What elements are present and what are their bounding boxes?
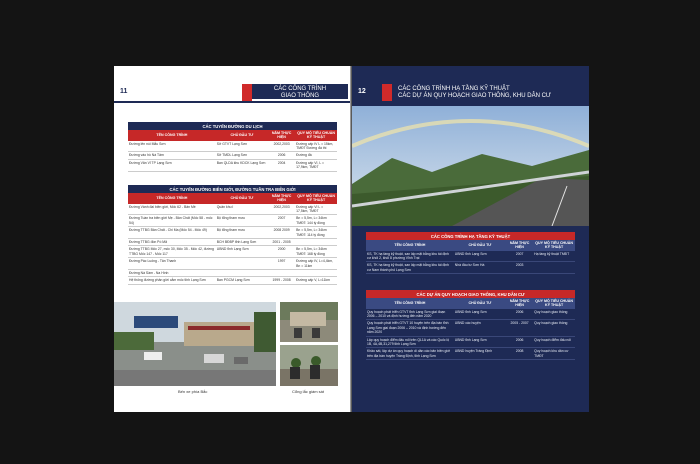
table-row <box>128 270 337 277</box>
table-row <box>128 215 337 227</box>
cell: Bn = 5,5m, L= 34km TMĐT: 168 tỷ đồng <box>295 246 337 258</box>
table-row <box>128 159 337 171</box>
col-header: CHỦ ĐẦU TƯ <box>216 130 268 140</box>
cell <box>295 239 337 246</box>
cell: 2003 <box>506 262 533 274</box>
right-page-header <box>352 84 589 101</box>
table-row <box>128 227 337 239</box>
table-row <box>128 277 337 284</box>
cell: Nhà đầu tư Sơn Hà <box>454 262 506 274</box>
page-title: CÁC CÔNG TRÌNH GIAO THÔNG <box>252 84 348 99</box>
mountain-road-photo <box>352 106 589 226</box>
cell: Đường lên núi Mẫu Sơn <box>128 141 216 152</box>
cell: Quy hoạch giao thông <box>533 320 575 336</box>
checkpoint-photo-bottom <box>280 345 338 386</box>
data-table <box>366 240 575 274</box>
right-page <box>352 66 589 412</box>
col-header: CHỦ ĐẦU TƯ <box>454 298 506 308</box>
col-header: QUY MÔ TIÊU CHUẨN KỸ THUẬT <box>533 240 575 250</box>
col-header: QUY MÔ TIÊU CHUẨN KỸ THUẬT <box>295 130 337 140</box>
section-title: CÁC TUYẾN ĐƯỜNG BIÊN GIỚI, ĐƯỜNG TUẦN TRA BIÊN GIỚI <box>128 185 337 193</box>
cell: 2006 <box>506 309 533 320</box>
section-infrastructure <box>366 232 575 274</box>
cell: 2002,2003 <box>268 204 295 215</box>
data-table <box>366 298 575 360</box>
cell: Đường TTBG đồn Pò Mã <box>128 239 216 246</box>
table-row <box>128 141 337 152</box>
cell: 2002,2003 <box>268 141 295 152</box>
section-title: CÁC CÔNG TRÌNH HẠ TẦNG KỸ THUẬT <box>366 232 575 240</box>
page-number: 12 <box>358 88 366 95</box>
col-header: QUY MÔ TIÊU CHUẨN KỸ THUẬT <box>533 298 575 308</box>
table-row <box>128 239 337 246</box>
cell: 2001 - 2005 <box>268 239 295 246</box>
cell: Hạ tầng kỹ thuật TMĐT <box>533 251 575 262</box>
cell: Bộ tổng tham mưu <box>216 215 268 227</box>
cell: Quy hoạch phát triển GTVT tỉnh Lạng Sơn giai đoạn 2006 – 2010 và định hướng đến năm 2020 <box>366 309 454 320</box>
cell: Đường Vành đai biên giới, Mốc 62 - Bản Mé <box>128 204 216 215</box>
cell: Đường Văn Vỉ TP Lạng Sơn <box>128 159 216 171</box>
header-accent <box>382 84 392 101</box>
cell: Đường cấp VI, L = 17,9km, TMĐT <box>295 159 337 171</box>
table-row <box>366 336 575 348</box>
left-page-header <box>114 84 351 103</box>
data-table <box>128 130 337 171</box>
cell: Bn = 5,5m, L= 34km TMĐT: 144 tỷ đồng <box>295 215 337 227</box>
cell <box>533 262 575 274</box>
cell: Quy hoạch giao thông <box>533 309 575 320</box>
section-title: CÁC TUYẾN ĐƯỜNG DU LỊCH <box>128 122 337 130</box>
cell <box>216 270 268 277</box>
cell: 2008 2009 <box>268 227 295 239</box>
cell: Sở TMDL Lạng Sơn <box>216 152 268 159</box>
cell: Bn = 5,5m, L= 34km TMĐT: 114 tỷ đồng <box>295 227 337 239</box>
cell: 1999 - 2008 <box>268 277 295 284</box>
checkpoint-photo-top <box>280 302 338 342</box>
cell: 2004 <box>268 159 295 171</box>
cell: KS, TK hạ tầng kỹ thuật, san lấp mặt bằng khu tái định cư khối 2, khối 8 phường Vĩnh Trại <box>366 251 454 262</box>
table-row <box>366 320 575 336</box>
table-row <box>366 309 575 320</box>
cell: Lập quy hoạch điểm đấu nối trên QL1A và các Quốc lộ 1B, 4A,4B,31,279 tỉnh Lạng Sơn <box>366 336 454 348</box>
cell: UBND tỉnh Lạng Sơn <box>454 309 506 320</box>
cell <box>268 270 295 277</box>
col-header: NĂM THỰC HIỆN <box>268 130 295 140</box>
cell: Đường TTBG Bản Chất - Chi Ma (Mốc 54 - Mốc 49) <box>128 227 216 239</box>
col-header: NĂM THỰC HIỆN <box>506 298 533 308</box>
cell: Đường TTBG Mốc 27, mốc 30, Mốc 35 - Mốc 42, đường TTBG Mốc 147 - Mốc 117 <box>129 247 214 256</box>
col-header: TÊN CÔNG TRÌNH <box>128 130 216 140</box>
table-row <box>128 258 337 270</box>
cell: Đường Pác Luống - Tân Thanh <box>128 258 216 270</box>
cell: UBND tỉnh Lạng Sơn <box>454 336 506 348</box>
cell: 1997 <box>268 258 295 270</box>
section-title: CÁC DỰ ÁN QUY HOẠCH GIAO THÔNG, KHU DÂN CƯ <box>366 290 575 298</box>
cell: UBND huyện Tràng Định <box>454 348 506 360</box>
cell: Quân khu I <box>216 204 268 215</box>
photo-caption: Cổng lắc giám sát <box>292 389 325 394</box>
cell: Ban QLDA khu KDCK Lạng Sơn <box>216 159 268 171</box>
cell: Đường cấp IV L = 15km, TMĐT Đường đá thi <box>295 141 337 152</box>
cell: Đường cấp V, L=11km <box>295 277 337 284</box>
cell: 2005 - 2007 <box>506 320 533 336</box>
cell: 2000 <box>268 246 295 258</box>
bus-station-photo <box>114 302 276 386</box>
cell: 2007 <box>506 251 533 262</box>
cell: BCH BĐBP tỉnh Lạng Sơn <box>216 239 268 246</box>
col-header: TÊN CÔNG TRÌNH <box>128 193 216 203</box>
col-header: NĂM THỰC HIỆN <box>268 193 295 203</box>
col-header: CHỦ ĐẦU TƯ <box>216 193 268 203</box>
cell: 2007 <box>268 215 295 227</box>
cell: Sở GTVT Lạng Sơn <box>216 141 268 152</box>
col-header: CHỦ ĐẦU TƯ <box>454 240 506 250</box>
col-header: QUY MÔ TIÊU CHUẨN KỸ THUẬT <box>295 193 337 203</box>
cell: UBND tỉnh Lạng Sơn <box>454 251 506 262</box>
section-border-roads <box>128 185 337 285</box>
table-row <box>128 152 337 159</box>
cell: UBND tỉnh Lạng Sơn <box>216 246 268 258</box>
cell <box>216 258 268 270</box>
cell: UBND các huyện <box>454 320 506 336</box>
table-row <box>128 246 337 258</box>
cell: Đường Tuần tra biên giới Mẹ - Bản Chất (Mốc 58 - mốc 54) <box>128 215 216 227</box>
cell: Bộ tổng tham mưu <box>216 227 268 239</box>
cell: 2006 <box>268 152 295 159</box>
col-header: TÊN CÔNG TRÌNH <box>366 298 454 308</box>
section-planning-projects <box>366 290 575 360</box>
page-number: 11 <box>120 88 128 95</box>
cell: Đường cấp VI L = 17,5km, TMĐT <box>295 204 337 215</box>
cell: Đường đá <box>295 152 337 159</box>
cell: KS, TK hạ tầng kỹ thuật, san lấp mặt bằng khu tái định cư Nam thành phố Lạng Sơn <box>366 262 454 274</box>
cell: Ban PGCM Lạng Sơn <box>216 277 268 284</box>
cell: Quy hoạch điểm đấu nối <box>533 336 575 348</box>
col-header: TÊN CÔNG TRÌNH <box>366 240 454 250</box>
cell: Đường cấp IV, L=4,4km, Bn = 11km <box>295 258 337 270</box>
cell: Đường Nà Sầm - Na Hình <box>128 270 216 277</box>
cell: Hệ thống đường phân giới cắm mốc tỉnh Lạng Sơn <box>128 277 216 284</box>
cell: 2006 <box>506 336 533 348</box>
left-page <box>114 66 351 412</box>
photo-caption: Bến xe phía Bắc <box>178 389 208 394</box>
col-header: NĂM THỰC HIỆN <box>506 240 533 250</box>
cell: 2008 <box>506 348 533 360</box>
cell: Quy hoạch khu dân cư TMĐT <box>533 348 575 360</box>
cell: Đường vào hồ Nà Tâm <box>128 152 216 159</box>
cell <box>295 270 337 277</box>
header-accent <box>242 84 252 101</box>
table-row <box>366 348 575 360</box>
cell: Khảo sát, lập dự án quy hoạch di dân các bản biên giới trên địa bàn huyện Tràng Định, tỉnh Lạng Sơn <box>366 348 454 360</box>
page-title: CÁC CÔNG TRÌNH HẠ TẦNG KỸ THUẬT CÁC DỰ ÁN QUY HOẠCH GIAO THÔNG, KHU DÂN CƯ <box>398 86 552 99</box>
table-row <box>366 262 575 274</box>
data-table <box>128 193 337 285</box>
cell: Quy hoạch phát triển GTVT 10 huyện trên địa bàn tỉnh Lạng Sơn giai đoạn 2006 – 2010 và định hướng đến năm 2020 <box>366 320 454 336</box>
section-tourism-roads <box>128 122 337 172</box>
table-row <box>128 204 337 215</box>
table-row <box>366 251 575 262</box>
